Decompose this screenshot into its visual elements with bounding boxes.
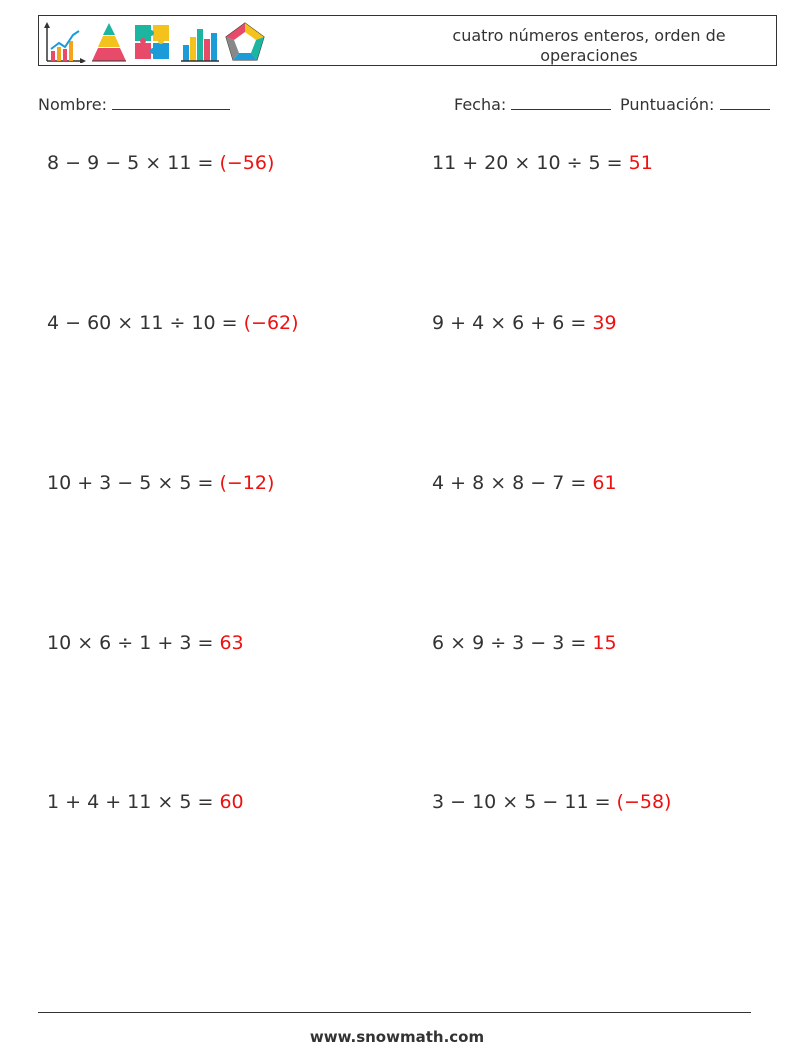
problem-answer: 63 — [219, 632, 244, 654]
problem-expression: 10 + 3 − 5 × 5 = — [47, 472, 214, 494]
problem-item — [432, 471, 617, 495]
score-field — [620, 94, 770, 115]
problem-item — [432, 151, 653, 175]
worksheet-header — [38, 15, 777, 66]
problem-item — [47, 311, 299, 335]
problem-answer: 39 — [592, 312, 617, 334]
problem-answer: 15 — [592, 632, 617, 654]
name-blank[interactable] — [112, 94, 230, 110]
problem-item — [47, 631, 244, 655]
problem-answer: (−58) — [616, 791, 672, 813]
score-label: Puntuación: — [620, 95, 715, 114]
problem-item — [47, 790, 244, 814]
problem-expression: 8 − 9 − 5 × 11 = — [47, 152, 214, 174]
problem-item — [432, 311, 617, 335]
score-blank[interactable] — [720, 94, 770, 110]
problem-expression: 4 + 8 × 8 − 7 = — [432, 472, 587, 494]
problem-answer: (−12) — [219, 472, 275, 494]
footer-url[interactable]: www.snowmath.com — [309, 1028, 485, 1046]
date-field — [454, 94, 611, 115]
line-chart-icon — [44, 22, 86, 63]
problem-answer: 60 — [219, 791, 244, 813]
pentagon-icon — [226, 23, 264, 60]
puzzle-icon — [135, 25, 169, 59]
footer-divider — [38, 1012, 751, 1013]
problem-answer: 61 — [592, 472, 617, 494]
name-field — [38, 94, 230, 115]
problem-answer: 51 — [628, 152, 653, 174]
problem-expression: 6 × 9 ÷ 3 − 3 = — [432, 632, 587, 654]
problem-expression: 9 + 4 × 6 + 6 = — [432, 312, 587, 334]
logo-row — [43, 19, 273, 63]
problem-expression: 11 + 20 × 10 ÷ 5 = — [432, 152, 623, 174]
date-blank[interactable] — [511, 94, 611, 110]
problem-expression: 10 × 6 ÷ 1 + 3 = — [47, 632, 214, 654]
problem-item — [47, 471, 274, 495]
problem-item — [432, 790, 671, 814]
worksheet-title: cuatro números enteros, orden de operaciones — [452, 26, 726, 65]
problem-answer: (−62) — [243, 312, 299, 334]
name-label: Nombre: — [38, 95, 107, 114]
pyramid-icon — [92, 23, 126, 61]
problem-expression: 1 + 4 + 11 × 5 = — [47, 791, 214, 813]
date-label: Fecha: — [454, 95, 507, 114]
problem-answer: (−56) — [219, 152, 275, 174]
bar-chart-icon — [181, 29, 219, 61]
problem-expression: 3 − 10 × 5 − 11 = — [432, 791, 611, 813]
problem-item — [47, 151, 274, 175]
problem-item — [432, 631, 617, 655]
problem-expression: 4 − 60 × 11 ÷ 10 = — [47, 312, 238, 334]
